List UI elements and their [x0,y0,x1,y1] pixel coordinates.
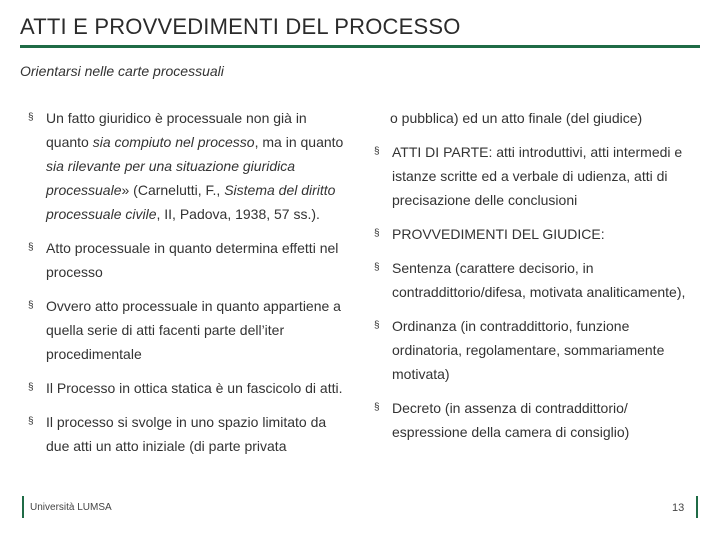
bullet-icon: § [28,112,34,123]
list-item-text: Il processo si svolge in uno spazio limitato da due atti un atto iniziale (di parte privata [46,414,327,454]
footer-institution: Università LUMSA [30,502,116,513]
list-item [28,236,350,284]
list-item-text: Il Processo in ottica statica è un fascicolo di atti. [46,380,343,396]
list-item [28,410,350,458]
page-number: 13 [672,502,685,514]
list-item [374,396,692,444]
bullet-icon: § [374,320,380,331]
list-item [374,314,692,386]
list-item [28,376,350,400]
bullet-icon: § [374,402,380,413]
list-item-text: PROVVEDIMENTI DEL GIUDICE: [392,226,605,242]
footer-left-bar [22,496,24,518]
list-item-text: Sentenza (carattere decisorio, in contraddittorio/difesa, motivata analiticamente), [392,260,686,300]
list-item-text: Decreto (in assenza di contraddittorio/ espressione della camera di consiglio) [392,400,630,440]
bullet-icon: § [28,382,34,393]
list-item [374,140,692,212]
footer-right-bar [696,496,698,518]
list-item-text: ATTI DI PARTE: atti introduttivi, atti intermedi e istanze scritte ed a verbale di udienza, atti di precisazione delle conclusioni [392,144,683,208]
slide-title: ATTI E PROVVEDIMENTI DEL PROCESSO [20,14,461,39]
bullet-icon: § [374,146,380,157]
title-underline [20,45,700,48]
list-item [28,106,350,226]
slide-subtitle: Orientarsi nelle carte processuali [20,63,224,79]
list-item [374,222,692,246]
bullet-icon: § [28,300,34,311]
bullet-icon: § [28,242,34,253]
list-item-text: Ovvero atto processuale in quanto appartiene a quella serie di atti facenti parte dell’iter procedimentale [46,298,341,362]
left-column [28,106,350,468]
bullet-icon: § [374,228,380,239]
list-item-text: o pubblica) ed un atto finale (del giudice) [390,110,643,126]
right-column [374,106,692,454]
list-item-text: Atto processuale in quanto determina effetti nel processo [46,240,339,280]
list-item-text: Un fatto giuridico è processuale non già in quanto sia compiuto nel processo, ma in quanto sia rilevante per una situazione giuridica processuale» (Carnelutti, F., Sistema del diritto processuale civile, II, Padova, 1938, 57 ss.). [46,110,344,222]
list-item-text: Ordinanza (in contraddittorio, funzione ordinatoria, regolamentare, sommariamente motivata) [392,318,665,382]
list-item-continuation [374,106,692,130]
list-item [374,256,692,304]
bullet-icon: § [28,416,34,427]
bullet-icon: § [374,262,380,273]
list-item [28,294,350,366]
